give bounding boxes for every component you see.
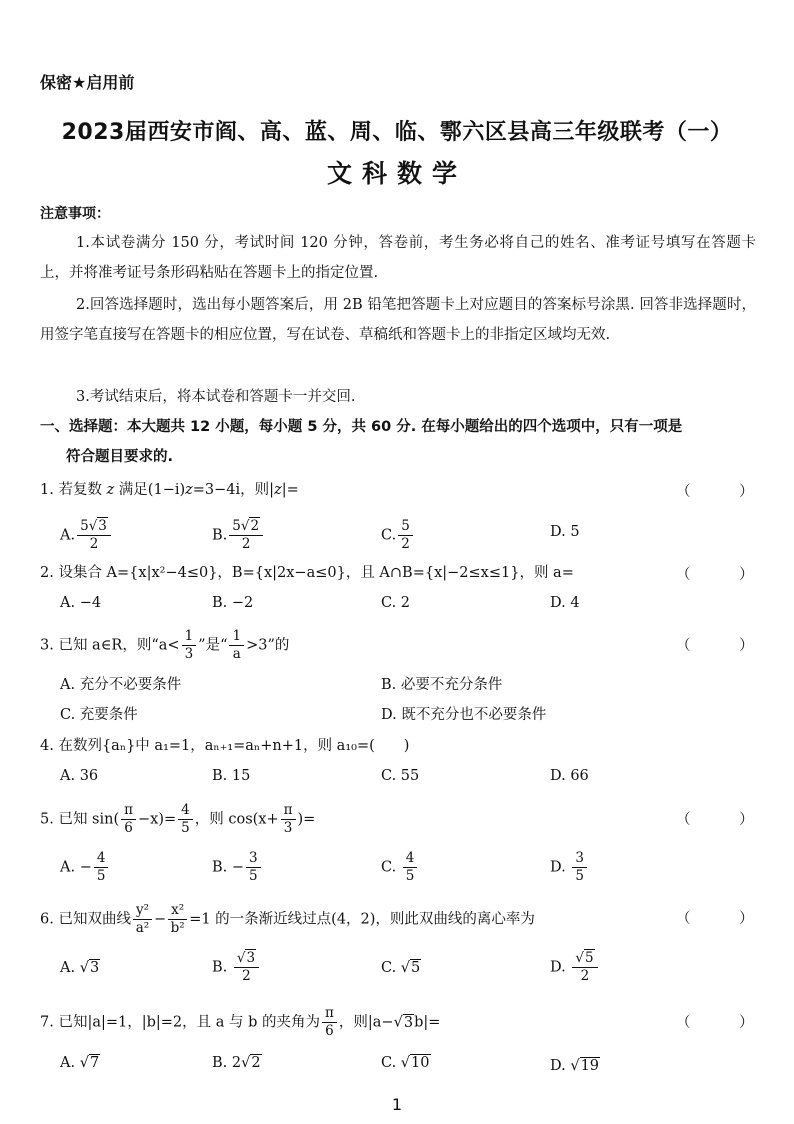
answer-paren-1: （ ） xyxy=(676,484,776,500)
question-4-stem: 4. 在数列{aₙ}中 a₁=1，aₙ₊₁=aₙ+n+1，则 a₁₀=( ) xyxy=(40,738,410,754)
notice-heading: 注意事项： xyxy=(40,206,110,222)
q1-option-b: B. $\frac{5√2}{2}$ xyxy=(212,518,265,553)
q2-option-c: C. 2 xyxy=(381,595,411,611)
answer-paren-6: （ ） xyxy=(676,911,776,927)
q7-option-d: D. √19 xyxy=(550,1058,600,1074)
q6-option-d: D. $\frac{√5}{2}$ xyxy=(550,950,600,985)
notice-item-2: 2.回答选择题时，选出每小题答案后，用 2B 铅笔把答题卡上对应题目的答案标号涂黑. 回答非选择题时，用签字笔直接写在答题卡的相应位置，写在试卷、草稿纸和答题卡上的非指定区域均无效. xyxy=(40,297,756,343)
q6-option-c: C. √5 xyxy=(381,960,421,976)
answer-paren-5: （ ） xyxy=(676,812,776,828)
q2-option-a: A. −4 xyxy=(60,595,102,611)
answer-paren-3: （ ） xyxy=(676,638,776,654)
section-heading xyxy=(40,412,756,472)
page-number: 1 xyxy=(391,1095,403,1114)
q7-option-c: C. √10 xyxy=(381,1055,430,1071)
q1-option-a: A. $\frac{5√3}{2}$ xyxy=(60,518,113,553)
q5-option-d: D. $\frac{3}{5}$ xyxy=(550,850,589,885)
q3-option-c: C. 充要条件 xyxy=(60,707,138,723)
confidential-mark: 保密★启用前 xyxy=(40,73,135,92)
q7-option-b: B. 2√2 xyxy=(212,1055,261,1071)
question-2-stem: 2. 设集合 A={x|x²−4≤0}，B={x|2x−a≤0}，且 A∩B={x|−2≤x≤1}，则 a= xyxy=(40,565,574,581)
question-5-stem: 5. 已知 sin( $\frac{\pi}{6}$ −x)= $\frac{4}{5}$ ，则 cos(x+ $\frac{\pi}{3}$ )= xyxy=(40,802,316,836)
q4-option-d: D. 66 xyxy=(550,768,589,784)
q4-option-c: C. 55 xyxy=(381,768,420,784)
q2-option-b: B. −2 xyxy=(212,595,254,611)
section-line-1: 一、选择题：本大题共 12 小题，每小题 5 分，共 60 分. 在每小题给出的四个选项中，只有一项是 xyxy=(40,419,683,435)
section-line-2: 符合题目要求的. xyxy=(66,449,174,465)
q6-option-b: B. $\frac{√3}{2}$ xyxy=(212,950,261,985)
question-3-stem: 3. 已知 a∈R，则“a< $\frac{1}{3}$ ”是“ $\frac{1}{a}$ >3”的 xyxy=(40,628,290,662)
subject-title: 文科数学 xyxy=(326,159,467,188)
q5-option-c: C. $\frac{4}{5}$ xyxy=(381,850,419,885)
q7-option-a: A. √7 xyxy=(60,1055,100,1071)
q1-option-c: C. $\frac{5}{2}$ xyxy=(381,518,415,553)
q4-option-a: A. 36 xyxy=(60,768,99,784)
q5-option-a: A. − $\frac{4}{5}$ xyxy=(60,850,110,885)
q3-option-d: D. 既不充分也不必要条件 xyxy=(381,707,547,723)
question-1-stem: 1. 若复数 z 满足(1−i)z=3−4i，则|z|= xyxy=(40,482,299,498)
q3-option-a: A. 充分不必要条件 xyxy=(60,677,182,693)
q6-option-a: A. √3 xyxy=(60,960,100,976)
q4-option-b: B. 15 xyxy=(212,768,251,784)
exam-title: 2023届西安市阎、高、蓝、周、临、鄠六区县高三年级联考（一） xyxy=(61,120,733,145)
question-7-stem: 7. 已知|a|=1，|b|=2，且 a 与 b 的夹角为 $\frac{\pi}{6}$ ，则|a−√3b|= xyxy=(40,1005,441,1039)
answer-paren-7: （ ） xyxy=(676,1015,776,1031)
notice-item-1: 1.本试卷满分 150 分，考试时间 120 分钟，答卷前，考生务必将自己的姓名、准考证号填写在答题卡上，并将准考证号条形码粘贴在答题卡上的指定位置. xyxy=(40,235,756,281)
q3-option-b: B. 必要不充分条件 xyxy=(381,677,503,693)
q5-option-b: B. − $\frac{3}{5}$ xyxy=(212,850,263,885)
question-6-stem: 6. 已知双曲线 $\frac{\text{y²}}{\text{a²}}$ − $\frac{\text{x²}}{\text{b²}}$ =1 的一条渐近线过点(4，2)，则此双曲线的离心率为 xyxy=(40,902,535,936)
q2-option-d: D. 4 xyxy=(550,595,580,611)
q1-option-d: D. 5 xyxy=(550,524,580,540)
notice-item-3: 3.考试结束后，将本试卷和答题卡一并交回. xyxy=(76,389,356,405)
answer-paren-2: （ ） xyxy=(676,567,776,583)
